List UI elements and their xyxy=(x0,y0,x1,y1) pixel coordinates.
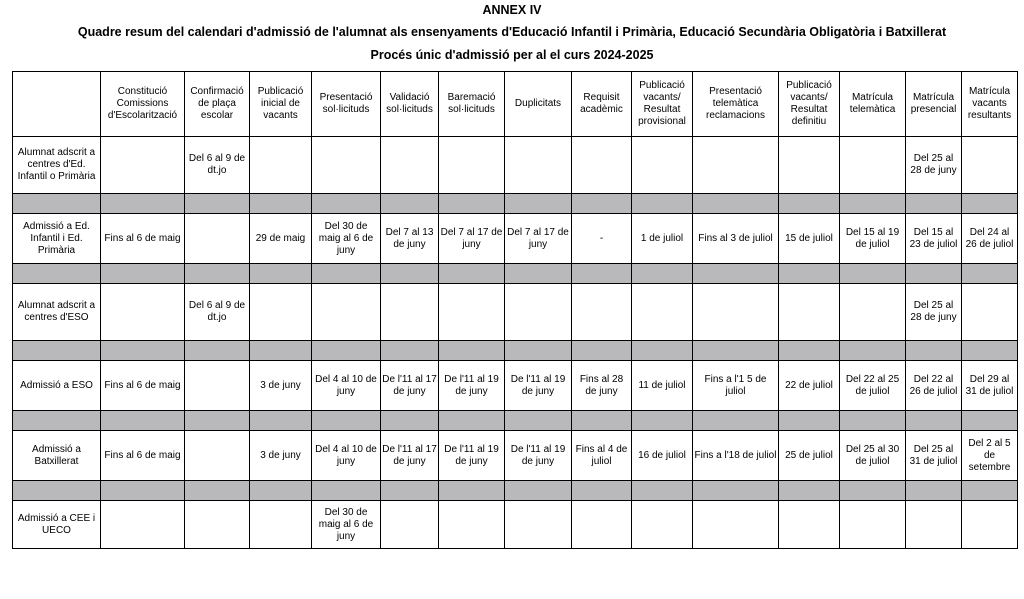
table-cell xyxy=(632,284,693,341)
separator-cell xyxy=(312,194,381,214)
column-header: Constitució Comissions d'Escolarització xyxy=(101,72,185,137)
separator-cell xyxy=(439,341,505,361)
table-cell: Del 15 al 19 de juliol xyxy=(840,214,906,264)
separator-cell xyxy=(779,341,840,361)
table-cell: 3 de juny xyxy=(250,431,312,481)
row-label: Admissió a CEE i UECO xyxy=(13,501,101,549)
column-header: Validació sol·licituds xyxy=(381,72,439,137)
column-header: Matrícula vacants resultants xyxy=(962,72,1018,137)
separator-cell xyxy=(101,481,185,501)
separator-cell xyxy=(693,411,779,431)
table-cell xyxy=(505,501,572,549)
table-row xyxy=(13,137,1018,194)
separator-cell xyxy=(13,194,101,214)
separator-cell xyxy=(101,341,185,361)
separator-cell xyxy=(632,341,693,361)
separator-cell xyxy=(250,264,312,284)
separator-cell xyxy=(632,481,693,501)
table-cell xyxy=(632,137,693,194)
separator-cell xyxy=(906,194,962,214)
table-cell: Del 7 al 13 de juny xyxy=(381,214,439,264)
separator-cell xyxy=(439,411,505,431)
table-cell: 22 de juliol xyxy=(779,361,840,411)
table-cell: Del 22 al 26 de juliol xyxy=(906,361,962,411)
table-cell xyxy=(101,137,185,194)
row-label: Alumnat adscrit a centres d'ESO xyxy=(13,284,101,341)
separator-cell xyxy=(250,341,312,361)
table-cell: 29 de maig xyxy=(250,214,312,264)
separator-row xyxy=(13,341,1018,361)
table-cell xyxy=(840,137,906,194)
separator-cell xyxy=(439,481,505,501)
separator-cell xyxy=(505,341,572,361)
table-cell: Fins a l'1 5 de juliol xyxy=(693,361,779,411)
separator-cell xyxy=(962,481,1018,501)
separator-cell xyxy=(439,264,505,284)
separator-cell xyxy=(906,481,962,501)
separator-cell xyxy=(572,194,632,214)
table-cell xyxy=(250,137,312,194)
column-header: Requisit acadèmic xyxy=(572,72,632,137)
table-row xyxy=(13,284,1018,341)
separator-cell xyxy=(13,264,101,284)
table-cell xyxy=(505,284,572,341)
table-cell: Del 7 al 17 de juny xyxy=(505,214,572,264)
column-header: Baremació sol·licituds xyxy=(439,72,505,137)
table-cell: Fins al 4 de juliol xyxy=(572,431,632,481)
column-header: Presentació sol·licituds xyxy=(312,72,381,137)
separator-cell xyxy=(962,411,1018,431)
table-cell: 11 de juliol xyxy=(632,361,693,411)
separator-cell xyxy=(250,411,312,431)
table-cell xyxy=(906,501,962,549)
table-cell: Del 25 al 30 de juliol xyxy=(840,431,906,481)
separator-cell xyxy=(185,481,250,501)
table-cell: De l'11 al 17 de juny xyxy=(381,361,439,411)
separator-cell xyxy=(381,411,439,431)
separator-cell xyxy=(779,411,840,431)
table-cell xyxy=(693,501,779,549)
column-header: Publicació vacants/ Resultat provisional xyxy=(632,72,693,137)
table-cell: Del 2 al 5 de setembre xyxy=(962,431,1018,481)
row-label: Alumnat adscrit a centres d'Ed. Infantil o Primària xyxy=(13,137,101,194)
separator-cell xyxy=(381,341,439,361)
separator-cell xyxy=(13,481,101,501)
table-cell xyxy=(381,137,439,194)
table-cell: Fins al 6 de maig xyxy=(101,361,185,411)
separator-cell xyxy=(572,341,632,361)
table-cell: De l'11 al 17 de juny xyxy=(381,431,439,481)
separator-cell xyxy=(312,341,381,361)
separator-cell xyxy=(632,411,693,431)
separator-cell xyxy=(840,194,906,214)
separator-cell xyxy=(962,341,1018,361)
separator-row xyxy=(13,194,1018,214)
table-cell: Fins a l'18 de juliol xyxy=(693,431,779,481)
separator-cell xyxy=(13,411,101,431)
separator-cell xyxy=(779,481,840,501)
table-cell xyxy=(572,137,632,194)
table-cell xyxy=(250,501,312,549)
header-cell-blank xyxy=(13,72,101,137)
table-cell xyxy=(101,284,185,341)
separator-cell xyxy=(381,481,439,501)
separator-cell xyxy=(840,411,906,431)
table-cell: Fins al 6 de maig xyxy=(101,214,185,264)
separator-cell xyxy=(505,411,572,431)
separator-cell xyxy=(906,264,962,284)
separator-cell xyxy=(101,194,185,214)
table-cell xyxy=(312,137,381,194)
row-label: Admissió a Batxillerat xyxy=(13,431,101,481)
separator-cell xyxy=(13,341,101,361)
column-header: Duplicitats xyxy=(505,72,572,137)
table-cell: Fins al 3 de juliol xyxy=(693,214,779,264)
column-header: Matrícula telemàtica xyxy=(840,72,906,137)
table-cell: Fins al 6 de maig xyxy=(101,431,185,481)
table-cell xyxy=(185,361,250,411)
separator-cell xyxy=(840,481,906,501)
table-cell xyxy=(779,137,840,194)
table-cell xyxy=(572,501,632,549)
table-cell: Del 22 al 25 de juliol xyxy=(840,361,906,411)
table-row xyxy=(13,431,1018,481)
row-label: Admissió a Ed. Infantil i Ed. Primària xyxy=(13,214,101,264)
table-cell: Del 15 al 23 de juliol xyxy=(906,214,962,264)
row-label: Admissió a ESO xyxy=(13,361,101,411)
separator-cell xyxy=(381,194,439,214)
table-cell xyxy=(381,501,439,549)
separator-row xyxy=(13,264,1018,284)
separator-cell xyxy=(185,264,250,284)
separator-cell xyxy=(906,341,962,361)
separator-cell xyxy=(572,411,632,431)
admission-calendar-table xyxy=(12,71,1018,549)
table-cell xyxy=(779,284,840,341)
table-cell xyxy=(312,284,381,341)
separator-cell xyxy=(185,411,250,431)
separator-cell xyxy=(693,264,779,284)
table-cell xyxy=(101,501,185,549)
separator-cell xyxy=(505,481,572,501)
document-subtitle: Procés únic d'admissió per al el curs 2024-2025 xyxy=(370,48,654,62)
table-row xyxy=(13,501,1018,549)
table-cell: Fins al 28 de juny xyxy=(572,361,632,411)
table-cell xyxy=(840,284,906,341)
separator-cell xyxy=(572,264,632,284)
separator-cell xyxy=(185,194,250,214)
table-cell: Del 30 de maig al 6 de juny xyxy=(312,501,381,549)
separator-cell xyxy=(632,264,693,284)
table-cell: Del 24 al 26 de juliol xyxy=(962,214,1018,264)
table-cell: Del 25 al 28 de juny xyxy=(906,284,962,341)
table-cell: Del 25 al 31 de juliol xyxy=(906,431,962,481)
annex-label: ANNEX IV xyxy=(482,3,542,17)
table-cell: 25 de juliol xyxy=(779,431,840,481)
separator-cell xyxy=(101,411,185,431)
separator-cell xyxy=(572,481,632,501)
table-cell xyxy=(381,284,439,341)
table-cell xyxy=(693,284,779,341)
table-cell: Del 6 al 9 de dt.jo xyxy=(185,284,250,341)
table-cell xyxy=(439,284,505,341)
table-cell xyxy=(962,284,1018,341)
table-cell xyxy=(779,501,840,549)
column-header: Matrícula presencial xyxy=(906,72,962,137)
separator-cell xyxy=(632,194,693,214)
table-cell xyxy=(505,137,572,194)
separator-cell xyxy=(312,264,381,284)
table-cell: 1 de juliol xyxy=(632,214,693,264)
table-cell xyxy=(250,284,312,341)
separator-cell xyxy=(312,411,381,431)
separator-cell xyxy=(906,411,962,431)
table-cell: De l'11 al 19 de juny xyxy=(505,361,572,411)
separator-cell xyxy=(693,481,779,501)
column-header: Presentació telemàtica reclamacions xyxy=(693,72,779,137)
table-cell: Del 30 de maig al 6 de juny xyxy=(312,214,381,264)
separator-cell xyxy=(505,264,572,284)
table-cell: De l'11 al 19 de juny xyxy=(439,431,505,481)
table-cell xyxy=(185,431,250,481)
table-row xyxy=(13,214,1018,264)
table-cell: Del 4 al 10 de juny xyxy=(312,361,381,411)
separator-cell xyxy=(185,341,250,361)
table-cell: 3 de juny xyxy=(250,361,312,411)
table-cell xyxy=(185,501,250,549)
column-header: Publicació inicial de vacants xyxy=(250,72,312,137)
separator-cell xyxy=(779,194,840,214)
separator-cell xyxy=(779,264,840,284)
table-cell: Del 7 al 17 de juny xyxy=(439,214,505,264)
table-cell xyxy=(693,137,779,194)
table-cell: De l'11 al 19 de juny xyxy=(505,431,572,481)
table-cell xyxy=(840,501,906,549)
table-cell xyxy=(439,137,505,194)
separator-cell xyxy=(840,264,906,284)
column-header: Publicació vacants/ Resultat definitiu xyxy=(779,72,840,137)
separator-cell xyxy=(250,194,312,214)
separator-cell xyxy=(962,194,1018,214)
separator-cell xyxy=(312,481,381,501)
table-cell xyxy=(185,214,250,264)
column-header: Confirmació de plaça escolar xyxy=(185,72,250,137)
header-row xyxy=(13,72,1018,137)
table-cell: Del 25 al 28 de juny xyxy=(906,137,962,194)
separator-cell xyxy=(439,194,505,214)
separator-cell xyxy=(962,264,1018,284)
document-title: Quadre resum del calendari d'admissió de l'alumnat als ensenyaments d'Educació Infantil i Primària, Educació Secundària Obligatòria i Batxillerat xyxy=(77,25,947,39)
table-cell: - xyxy=(572,214,632,264)
separator-row xyxy=(13,481,1018,501)
table-cell xyxy=(962,501,1018,549)
table-cell xyxy=(962,137,1018,194)
separator-cell xyxy=(693,194,779,214)
table-cell: 16 de juliol xyxy=(632,431,693,481)
separator-cell xyxy=(505,194,572,214)
table-cell xyxy=(572,284,632,341)
separator-cell xyxy=(250,481,312,501)
table-cell xyxy=(632,501,693,549)
table-cell: 15 de juliol xyxy=(779,214,840,264)
table-cell: Del 4 al 10 de juny xyxy=(312,431,381,481)
separator-cell xyxy=(101,264,185,284)
table-cell: Del 29 al 31 de juliol xyxy=(962,361,1018,411)
table-row xyxy=(13,361,1018,411)
table-cell: Del 6 al 9 de dt.jo xyxy=(185,137,250,194)
separator-cell xyxy=(693,341,779,361)
separator-cell xyxy=(840,341,906,361)
table-cell: De l'11 al 19 de juny xyxy=(439,361,505,411)
separator-cell xyxy=(381,264,439,284)
separator-row xyxy=(13,411,1018,431)
table-cell xyxy=(439,501,505,549)
